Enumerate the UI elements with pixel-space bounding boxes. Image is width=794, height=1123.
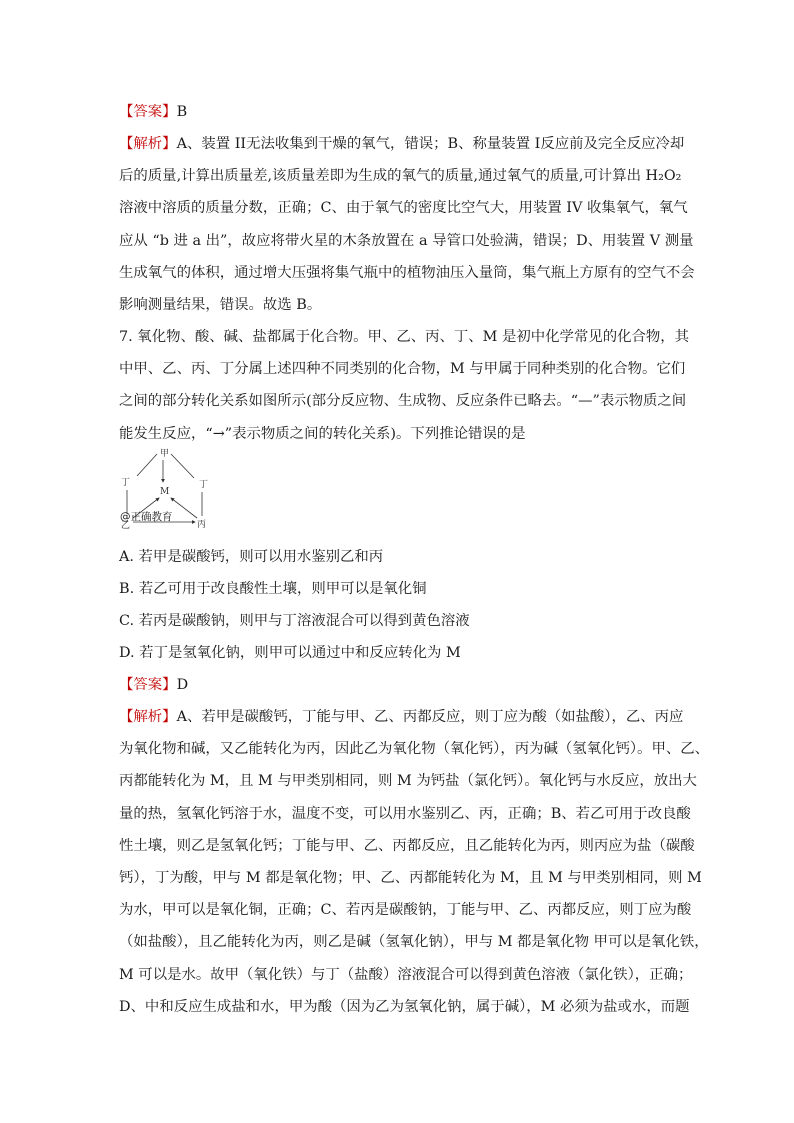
diagram-svg [119,448,229,533]
node-ding-left: 丁 [121,478,131,488]
analysis-2-line: M 可以是水。故甲（氧化铁）与丁（盐酸）溶液混合可以得到黄色溶液（氯化铁），正确； [119,966,693,983]
question-line: 7. 氧化物、酸、碱、盐都属于化合物。甲、乙、丙、丁、M 是初中化学常见的化合物，其 [119,329,690,345]
option-c: C. 若丙是碳酸钠，则甲与丁溶液混合可以得到黄色溶液 [119,613,470,629]
answer-label: 【答案】 [119,104,177,120]
analysis-2-line: 量的热，氢氧化钙溶于水，温度不变，可以用水鉴别乙、丙，正确；B、若乙可用于改良酸 [119,805,691,822]
question-7 [119,321,690,450]
option-d: D. 若丁是氢氧化钠，则甲可以通过中和反应转化为 M [119,645,461,661]
analysis-2-line: 为水，甲可以是氧化铜，正确；C、若丙是碳酸钠，丁能与甲、乙、丙都反应，则丁应为酸 [119,902,692,919]
analysis-1-line: A、装置 II无法收集到干燥的氧气，错误；B、称量装置 I反应前及完全反应冷却 [176,136,685,152]
relationship-diagram [119,448,229,533]
option-b: B. 若乙可用于改良酸性土壤，则甲可以是氧化铜 [119,581,427,597]
answer-1 [119,96,679,128]
edge-jia-ding-right [171,454,194,478]
analysis-1-line: 应从 “b 进 a 出”，故应将带火星的木条放置在 a 导管口处验满，错误；D、用装置 V 测量 [119,232,694,249]
analysis-2-line: 为氧化物和碱，又乙能转化为丙，因此乙为氧化物（氧化钙），丙为碱（氢氧化钙）。甲、乙、 [119,741,710,758]
analysis-2-line: （如盐酸），且乙能转化为丙，则乙是碱（氢氧化钠），甲与 M 都是氧化物 甲可以是氧化铁， [119,934,709,951]
analysis-1-line: 溶液中溶质的质量分数，正确；C、由于氧气的密度比空气大，用装置 IV 收集氧气，氧气 [119,200,688,217]
analysis-2-line: 性土壤，则乙是氢氧化钙；丁能与甲、乙、丙都反应，且乙能转化为丙，则丙应为盐（碳酸 [119,837,695,854]
analysis-2-line: D、中和反应生成盐和水，甲为酸（因为乙为氢氧化钠，属于碱），M 必须为盐或水，而题 [119,998,690,1015]
answer-label: 【答案】 [119,677,177,693]
analysis-2-line: A、若甲是碳酸钙，丁能与甲、乙、丙都反应，则丁应为酸（如盐酸），乙、丙应 [176,709,684,725]
node-ding-right: 丁 [199,480,209,490]
node-yi: 乙 [121,521,131,531]
analysis-1-line: 生成氧气的体积，通过增大压强将集气瓶中的植物油压入量筒，集气瓶上方原有的空气不会 [119,264,695,281]
analysis-2 [119,701,710,1023]
question-line: 中甲、乙、丙、丁分属上述四种不同类别的化合物，M 与甲属于同种类别的化合物。它们 [119,361,686,378]
node-jia: 甲 [160,449,170,459]
node-bing: 丙 [197,520,207,530]
analysis-1-line: 影响测量结果，错误。故选 B。 [119,296,322,313]
analysis-label: 【解析】 [119,136,177,152]
edge-jia-ding [137,454,157,476]
answer-2 [119,669,679,701]
analysis-label: 【解析】 [119,709,177,725]
analysis-2-line: 钙），丁为酸，甲与 M 都是氧化物；甲、乙、丙都能转化为 M，且 M 与甲类别相同，则 M [119,869,702,886]
node-m: M [160,487,170,497]
analysis-1 [119,128,695,321]
answer-value: B [176,104,188,120]
analysis-2-line: 丙都能转化为 M，且 M 与甲类别相同，则 M 为钙盐（氯化钙）。氧化钙与水反应，放出大 [119,773,697,790]
analysis-1-line: 后的质量,计算出质量差,该质量差即为生成的氧气的质量,通过氧气的质量,可计算出 H₂O₂ [119,168,682,185]
question-line: 能发生反应，“→”表示物质之间的转化关系)。下列推论错误的是 [119,425,526,442]
question-line: 之间的部分转化关系如图所示(部分反应物、生成物、反应条件已略去。“—”表示物质之间 [119,393,687,410]
watermark: @正确教育 [120,511,173,523]
answer-value: D [176,677,189,693]
option-a: A. 若甲是碳酸钙，则可以用水鉴别乙和丙 [119,549,384,565]
edge-bing-m [171,498,197,518]
